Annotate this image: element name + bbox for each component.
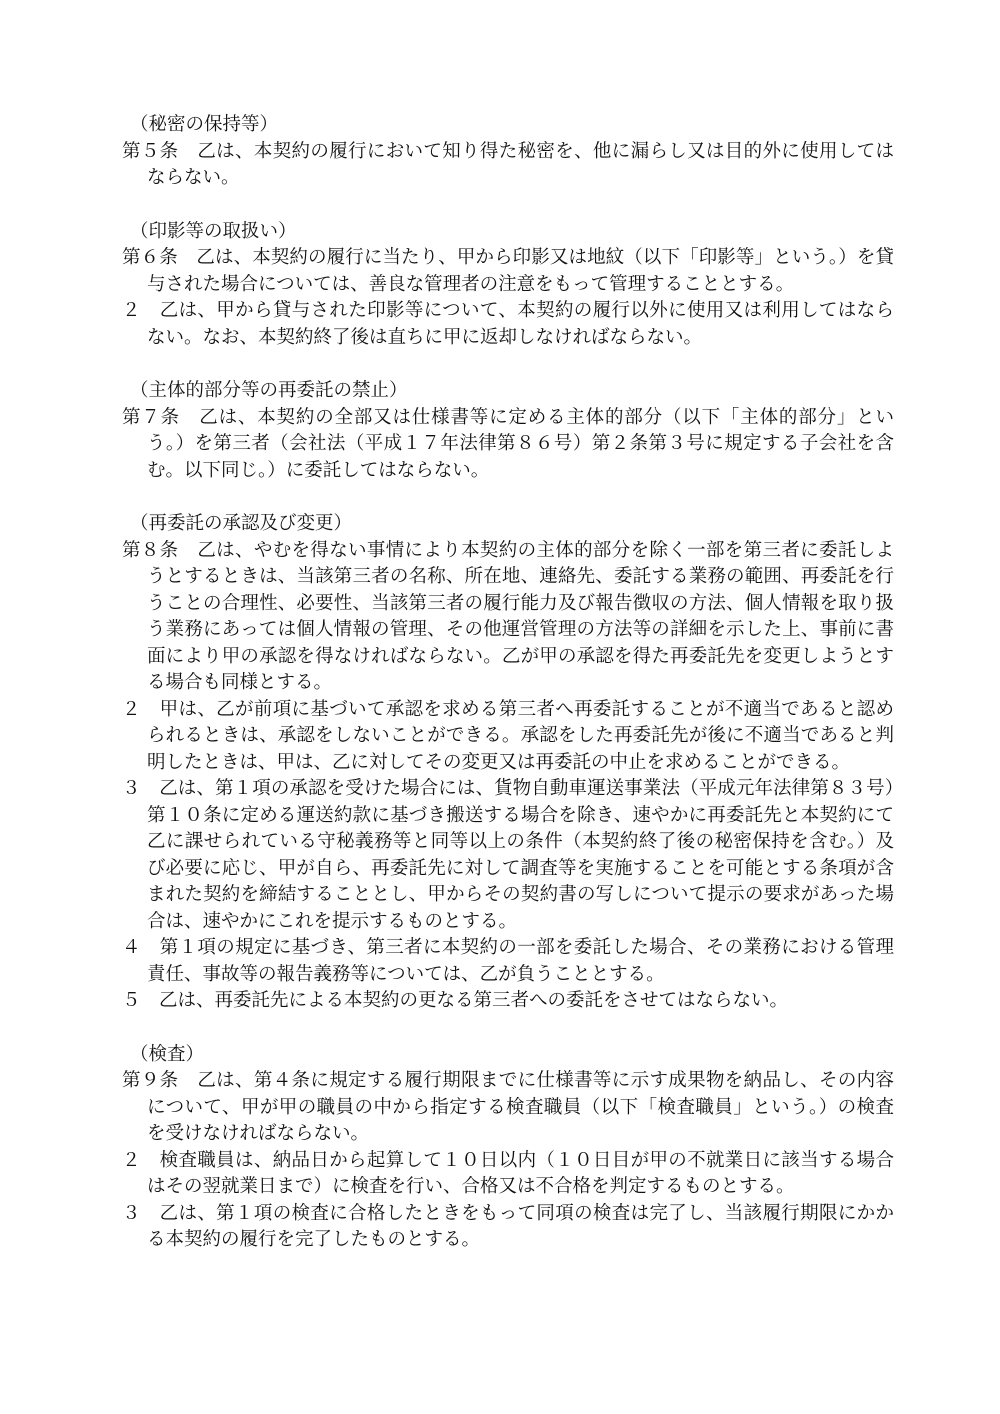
section-subcontract-prohibition: [122, 378, 894, 484]
article-9-clause-2: ２ 検査職員は、納品日から起算して１０日以内（１０日目が甲の不就業日に該当する場合はその翌就業日まで）に検査を行い、合格又は不合格を判定するものとする。: [122, 1149, 894, 1197]
article-9-clause-3: ３ 乙は、第１項の検査に合格したときをもって同項の検査は完了し、当該履行期限にかかる本契約の履行を完了したものとする。: [122, 1202, 894, 1250]
section-heading: （印影等の取扱い）: [130, 220, 297, 242]
article-6-clause-2: ２ 乙は、甲から貸与された印影等について、本契約の履行以外に使用又は利用してはならない。なお、本契約終了後は直ちに甲に返却しなければならない。: [122, 300, 894, 348]
article-8: 第８条 乙は、やむを得ない事情により本契約の主体的部分を除く一部を第三者に委託しようとするときは、当該第三者の名称、所在地、連絡先、委託する業務の範囲、再委託を行うことの合理性、必要性、当該第三者の履行能力及び報告徴収の方法、個人情報を取り扱う業務にあっては個人情報の管理、その他運営管理の方法等の詳細を示した上、事前に書面により甲の承認を得なければならない。乙が甲の承認を得た再委託先を変更しようとする場合も同様とする。: [122, 539, 894, 693]
article-6: 第６条 乙は、本契約の履行に当たり、甲から印影又は地紋（以下「印影等」という。）を貸与された場合については、善良な管理者の注意をもって管理することとする。: [122, 247, 894, 295]
article-9: 第９条 乙は、第４条に規定する履行期限までに仕様書等に示す成果物を納品し、その内容について、甲が甲の職員の中から指定する検査職員（以下「検査職員」という。）の検査を受けなければならない。: [122, 1070, 894, 1144]
section-inspection: [122, 1042, 894, 1254]
article-8-clause-3: ３ 乙は、第１項の承認を受けた場合には、貨物自動車運送事業法（平成元年法律第８３号）第１０条に定める運送約款に基づき搬送する場合を除き、速やかに再委託先と本契約にて乙に課せられている守秘義務等と同等以上の条件（本契約終了後の秘密保持を含む。）及び必要に応じ、甲が自ら、再委託先に対して調査等を実施することを可能とする条項が含まれた契約を締結することとし、甲からその契約書の写しについて提示の要求があった場合は、速やかにこれを提示するものとする。: [122, 778, 894, 932]
section-heading: （主体的部分等の再委託の禁止）: [130, 380, 408, 401]
section-subcontract-approval: [122, 511, 894, 1015]
article-8-clause-5: ５ 乙は、再委託先による本契約の更なる第三者への委託をさせてはならない。: [122, 990, 789, 1011]
article-8-clause-2: ２ 甲は、乙が前項に基づいて承認を求める第三者へ再委託することが不適当であると認められるときは、承認をしないことができる。承認をした再委託先が後に不適当であると判明したときは、甲は、乙に対してその変更又は再委託の中止を求めることができる。: [122, 698, 894, 773]
section-seal-handling: [122, 219, 894, 352]
contract-document: [122, 112, 894, 1281]
article-5: 第５条 乙は、本契約の履行において知り得た秘密を、他に漏らし又は目的外に使用してはならない。: [122, 140, 894, 188]
article-7: 第７条 乙は、本契約の全部又は仕様書等に定める主体的部分（以下「主体的部分」という。）を第三者（会社法（平成１７年法律第８６号）第２条第３号に規定する子会社を含む。以下同じ。）に委託してはならない。: [122, 406, 894, 481]
section-heading: （秘密の保持等）: [130, 114, 279, 135]
section-heading: （再委託の承認及び変更）: [130, 513, 353, 534]
article-8-clause-4: ４ 第１項の規定に基づき、第三者に本契約の一部を委託した場合、その業務における管理責任、事故等の報告義務等については、乙が負うこととする。: [122, 937, 894, 985]
section-heading: （検査）: [130, 1043, 205, 1065]
section-confidentiality: [122, 112, 894, 192]
